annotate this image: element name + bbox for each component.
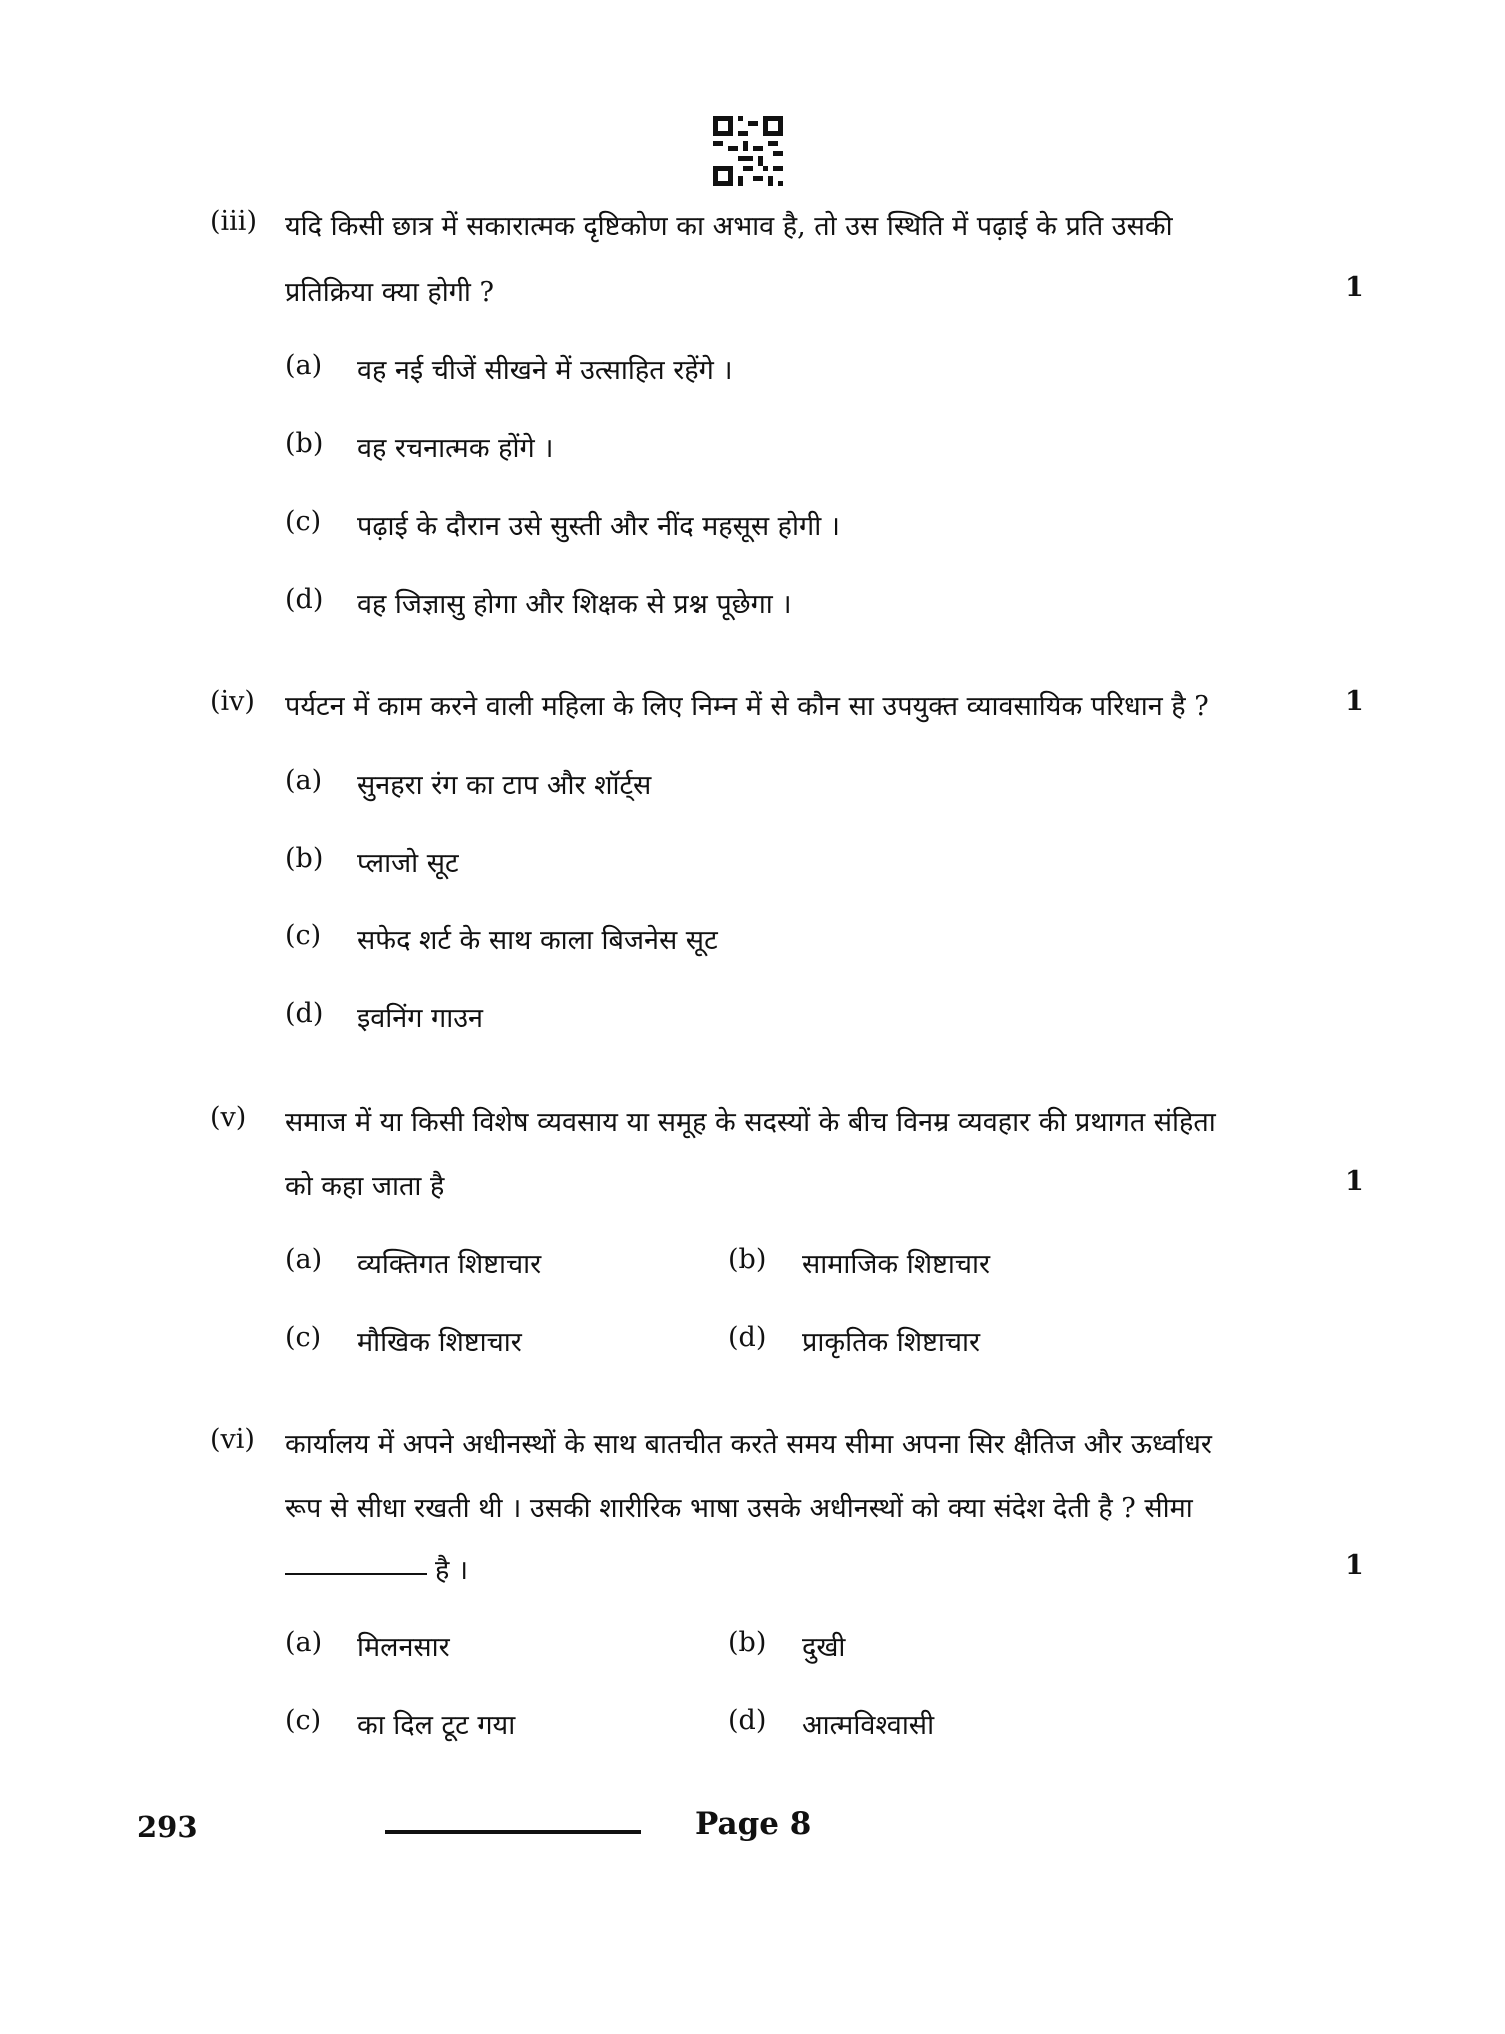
marks: 1 [1345,1166,1364,1197]
question-text: कार्यालय में अपने अधीनस्थों के साथ बातचीत करते समय सीमा अपना सिर क्षैतिज और ऊर्ध्वाधर [285,1429,1212,1460]
option-label: (a) [285,1627,323,1658]
option-label: (d) [285,584,324,615]
option-label: (d) [285,998,324,1029]
option-label: (b) [285,843,324,874]
option-label: (d) [728,1322,767,1353]
question-number: (iv) [210,686,255,717]
option-label: (a) [285,1244,323,1275]
option-label: (c) [285,506,322,537]
option-text: सफेद शर्ट के साथ काला बिजनेस सूट [357,925,718,956]
option-label: (b) [728,1627,767,1658]
option-label: (d) [728,1705,767,1736]
question-number: (v) [210,1102,247,1133]
question-text: समाज में या किसी विशेष व्यवसाय या समूह के सदस्यों के बीच विनम्र व्यवहार की प्रथागत संहिता [285,1107,1216,1138]
option-label: (c) [285,1705,322,1736]
option-text: आत्मविश्वासी [802,1710,935,1741]
option-text: सामाजिक शिष्टाचार [802,1249,991,1280]
option-text: प्राकृतिक शिष्टाचार [802,1327,981,1358]
option-text: प्लाजो सूट [357,848,459,879]
option-text: सुनहरा रंग का टाप और शॉर्ट्स [357,770,652,801]
option-text: वह जिज्ञासु होगा और शिक्षक से प्रश्न पूछेगा । [357,589,792,620]
option-text: वह रचनात्मक होंगे । [357,433,554,464]
option-label: (a) [285,350,323,381]
option-text: वह नई चीजें सीखने में उत्साहित रहेंगे । [357,355,733,386]
option-text: दुखी [802,1632,846,1663]
option-text: पढ़ाई के दौरान उसे सुस्ती और नींद महसूस होगी । [357,511,841,542]
question-text: रूप से सीधा रखती थी । उसकी शारीरिक भाषा उसके अधीनस्थों को क्या संदेश देती है ? सीमा [285,1493,1193,1524]
question-text: को कहा जाता है [285,1171,445,1202]
question-number: (iii) [210,206,257,237]
option-text: का दिल टूट गया [357,1710,516,1741]
option-label: (b) [728,1244,767,1275]
question-text: यदि किसी छात्र में सकारात्मक दृष्टिकोण का अभाव है, तो उस स्थिति में पढ़ाई के प्रति उसकी [285,211,1173,242]
option-text: मिलनसार [357,1632,450,1663]
option-label: (c) [285,920,322,951]
page-number: Page 8 [695,1806,812,1842]
marks: 1 [1345,272,1364,303]
option-label: (c) [285,1322,322,1353]
marks: 1 [1345,686,1364,717]
option-label: (a) [285,765,323,796]
qr-code-icon [713,116,783,186]
question-text: प्रतिक्रिया क्या होगी ? [285,277,494,308]
option-text: मौखिक शिष्टाचार [357,1327,522,1358]
question-number: (vi) [210,1424,255,1455]
option-text: इवनिंग गाउन [357,1003,484,1034]
fill-in-blank-line [285,1573,427,1575]
option-text: व्यक्तिगत शिष्टाचार [357,1249,542,1280]
marks: 1 [1345,1550,1364,1581]
footer-divider [385,1830,641,1834]
paper-code: 293 [137,1810,198,1844]
option-label: (b) [285,428,324,459]
question-text: है । [435,1555,469,1586]
question-text: पर्यटन में काम करने वाली महिला के लिए निम्न में से कौन सा उपयुक्त व्यावसायिक परिधान है ? [285,691,1209,722]
